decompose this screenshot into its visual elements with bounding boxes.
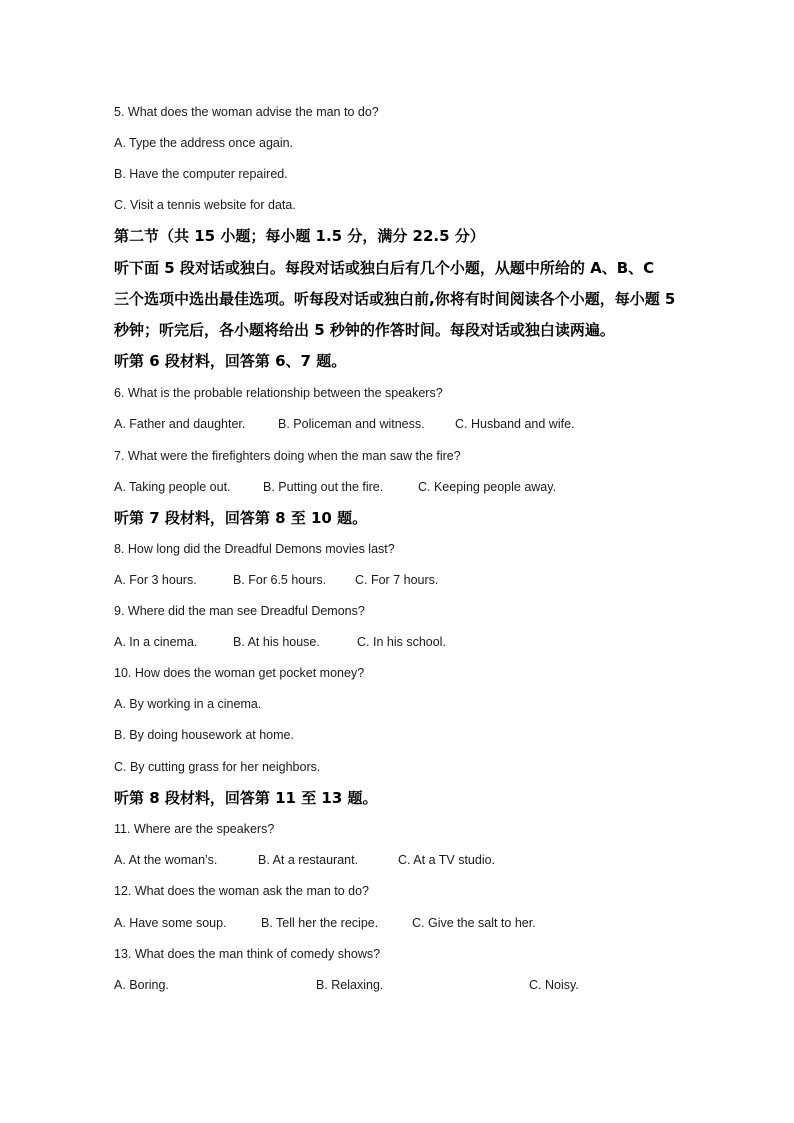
question-10-option-c: C. By cutting grass for her neighbors. bbox=[114, 760, 321, 774]
material-6-heading: 听第 6 段材料，回答第 6、7 题。 bbox=[114, 352, 347, 370]
instructions-line-1: 听下面 5 段对话或独白。每段对话或独白后有几个小题，从题中所给的 A、B、C bbox=[114, 259, 655, 277]
question-9-option-a: A. In a cinema. bbox=[114, 635, 198, 649]
question-7-options bbox=[114, 479, 714, 495]
question-6: 6. What is the probable relationship between the speakers? bbox=[114, 386, 443, 400]
question-5-option-b: B. Have the computer repaired. bbox=[114, 167, 288, 181]
question-13-option-c: C. Noisy. bbox=[529, 978, 579, 992]
question-7-option-b: B. Putting out the fire. bbox=[263, 480, 384, 494]
question-8-option-c: C. For 7 hours. bbox=[355, 573, 439, 587]
question-5-option-c: C. Visit a tennis website for data. bbox=[114, 198, 296, 212]
question-13-options bbox=[114, 977, 714, 993]
question-6-option-c: C. Husband and wife. bbox=[455, 417, 575, 431]
question-9-option-b: B. At his house. bbox=[233, 635, 320, 649]
question-9-option-c: C. In his school. bbox=[357, 635, 446, 649]
question-7-option-c: C. Keeping people away. bbox=[418, 480, 557, 494]
section-heading: 第二节（共 15 小题；每小题 1.5 分，满分 22.5 分） bbox=[114, 227, 485, 245]
instructions-line-3: 秒钟；听完后，各小题将给出 5 秒钟的作答时间。每段对话或独白读两遍。 bbox=[114, 321, 615, 339]
question-10-option-b: B. By doing housework at home. bbox=[114, 728, 294, 742]
question-11-option-b: B. At a restaurant. bbox=[258, 853, 359, 867]
question-8-option-b: B. For 6.5 hours. bbox=[233, 573, 327, 587]
question-12-options bbox=[114, 915, 714, 931]
question-10-option-a: A. By working in a cinema. bbox=[114, 697, 262, 711]
question-10: 10. How does the woman get pocket money? bbox=[114, 666, 365, 680]
question-7: 7. What were the firefighters doing when the man saw the fire? bbox=[114, 449, 461, 463]
question-11-option-c: C. At a TV studio. bbox=[398, 853, 496, 867]
question-12-option-a: A. Have some soup. bbox=[114, 916, 227, 930]
question-13: 13. What does the man think of comedy shows? bbox=[114, 947, 381, 961]
question-6-options bbox=[114, 416, 714, 432]
question-9-options bbox=[114, 634, 714, 650]
question-5-option-a: A. Type the address once again. bbox=[114, 136, 294, 150]
question-13-option-b: B. Relaxing. bbox=[316, 978, 384, 992]
question-12: 12. What does the woman ask the man to do? bbox=[114, 884, 370, 898]
question-7-option-a: A. Taking people out. bbox=[114, 480, 231, 494]
question-11-options bbox=[114, 852, 714, 868]
question-9: 9. Where did the man see Dreadful Demons? bbox=[114, 604, 365, 618]
question-8-option-a: A. For 3 hours. bbox=[114, 573, 197, 587]
question-12-option-c: C. Give the salt to her. bbox=[412, 916, 536, 930]
question-8: 8. How long did the Dreadful Demons movies last? bbox=[114, 542, 395, 556]
question-6-option-a: A. Father and daughter. bbox=[114, 417, 246, 431]
question-13-option-a: A. Boring. bbox=[114, 978, 169, 992]
question-11-option-a: A. At the woman’s. bbox=[114, 853, 218, 867]
question-5: 5. What does the woman advise the man to do? bbox=[114, 105, 379, 119]
question-12-option-b: B. Tell her the recipe. bbox=[261, 916, 379, 930]
material-8-heading: 听第 8 段材料，回答第 11 至 13 题。 bbox=[114, 789, 378, 807]
question-11: 11. Where are the speakers? bbox=[114, 822, 275, 836]
material-7-heading: 听第 7 段材料，回答第 8 至 10 题。 bbox=[114, 509, 368, 527]
question-8-options bbox=[114, 572, 714, 588]
instructions-line-2: 三个选项中选出最佳选项。听每段对话或独白前,你将有时间阅读各个小题，每小题 5 bbox=[114, 290, 676, 308]
question-6-option-b: B. Policeman and witness. bbox=[278, 417, 425, 431]
